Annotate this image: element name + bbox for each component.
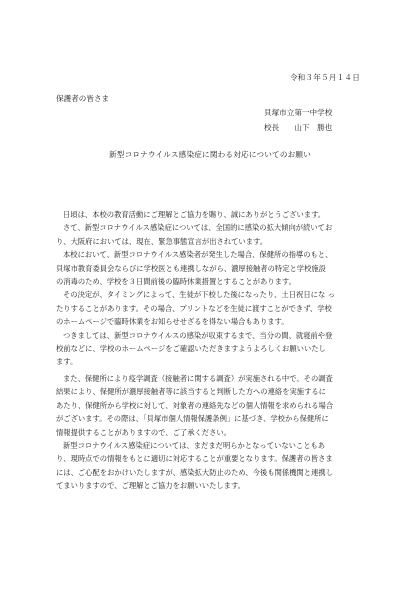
body-section-epidemiology bbox=[56, 372, 378, 439]
body-line: 結果により、保健所が濃厚接触者等に該当すると判断した方への連絡を実施するに bbox=[56, 387, 326, 397]
body-line: がございます。その際は、「貝塚市個人情報保護条例」に基づき、学校から保健所に bbox=[56, 414, 329, 424]
letter-title: 新型コロナウイルス感染症に関わる対応についてのお願い bbox=[108, 150, 312, 159]
body-line: の消毒のため、学校を３日間前後の臨時休業措置とすることがあります。 bbox=[56, 277, 296, 287]
letter-date: 令和３年５月１４日 bbox=[289, 73, 360, 82]
principal-name: 校長 山下 勝也 bbox=[264, 123, 333, 132]
body-line: 本校において、新型コロナウイルス感染者が発生した場合、保健所の指導のもと、 bbox=[63, 250, 333, 260]
body-line: つきましては、新型コロナウイルスの感染が収束するまで、当分の間、就寝前や登 bbox=[63, 330, 333, 340]
body-line: あたり、保健所から学校に対して、対象者の連絡先などの個人情報を求められる場合 bbox=[56, 400, 334, 410]
body-line: 新型コロナウイルス感染症については、まだまだ明らかとなっていないこともあ bbox=[63, 441, 326, 450]
body-section-notice bbox=[56, 208, 378, 369]
body-line: また、保健所により疫学調査（接触者に関する調査）が実施される中で、その調査 bbox=[63, 374, 333, 383]
school-name: 貝塚市立第一中学校 bbox=[264, 108, 333, 117]
body-line: さて、新型コロナウイルス感染症については、全国的に感染の拡大傾向が続いてお bbox=[63, 223, 333, 233]
body-line: のホームページで臨時休業をお知らせせざるを得ない場合もあります。 bbox=[56, 317, 289, 327]
body-line: 校前などに、学校のホームページをご確認いただきますようよろしくお願いいたし bbox=[56, 344, 326, 354]
body-section-closing bbox=[56, 439, 378, 493]
body-line: には、ご心配をおかけいたしますが、感染拡大防止のため、今後も関係機関と連携し bbox=[56, 467, 333, 477]
body-line: たりすることがあります。その場合、プリントなどを生徒に渡すことができず、学校 bbox=[56, 303, 332, 313]
body-line: り、現時点での情報をもとに適切に対応することが重要となります。保護者の皆さま bbox=[56, 454, 333, 464]
sender-block bbox=[264, 105, 332, 135]
body-line: その決定が、タイミングによって、生徒が下校した後になったり、土日祝日にな っ bbox=[63, 290, 335, 300]
body-line: 日頃は、本校の教育活動にご理解とご協力を賜り、誠にありがとうございます。 bbox=[63, 210, 326, 219]
addressee: 保護者の皆さま bbox=[56, 94, 110, 103]
body-line: 貝塚市教育委員会ならびに学校医とも連携しながら、濃厚接触者の特定と学校施設 bbox=[56, 263, 326, 273]
body-line: ます。 bbox=[56, 357, 78, 367]
body-line: 情報提供することがありますので、ご了承ください。 bbox=[56, 427, 231, 437]
body-line: てまいりますので、ご理解とご協力をお願いいたします。 bbox=[56, 481, 245, 491]
body-line: り、大阪府においては、現在、緊急事態宣言が出されています。 bbox=[56, 236, 268, 246]
